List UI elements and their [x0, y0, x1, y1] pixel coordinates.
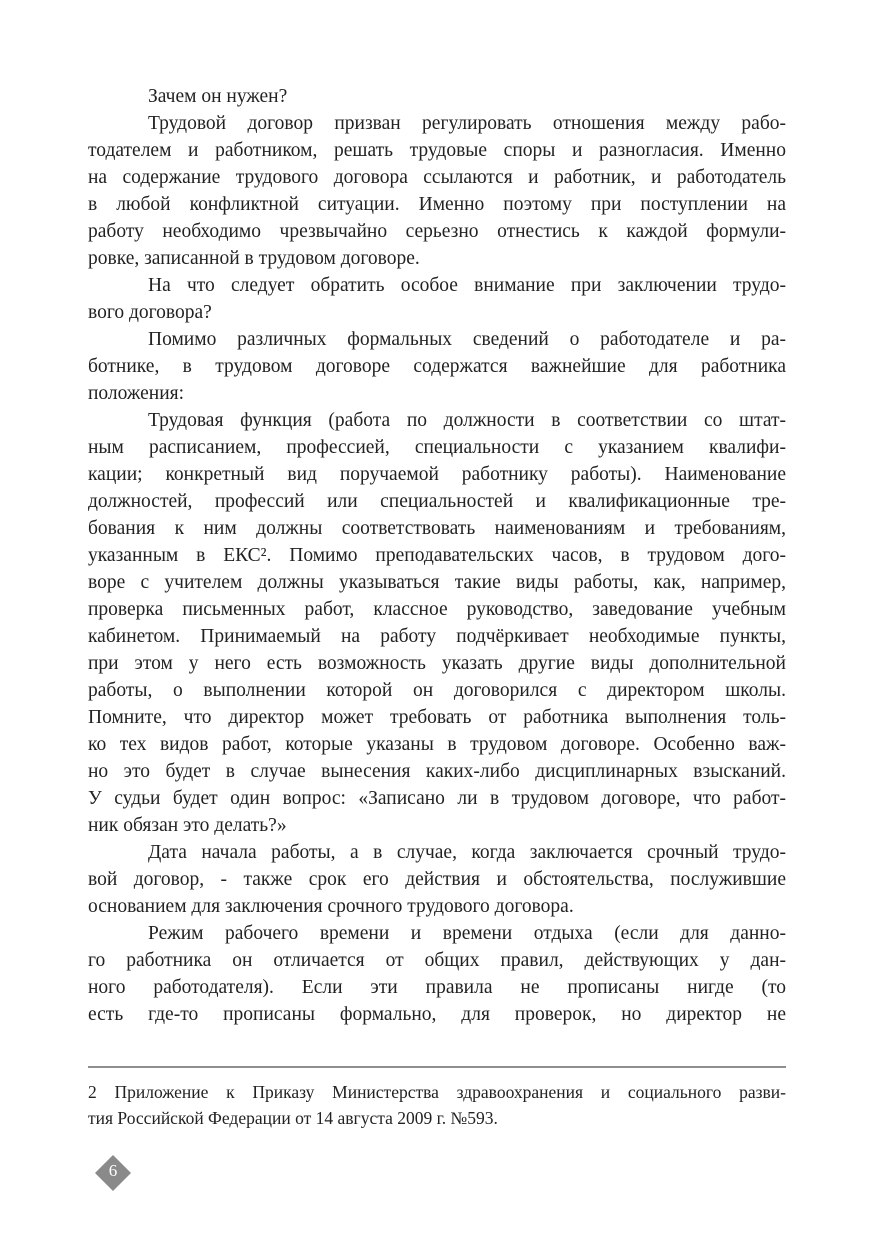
text-line: на содержание трудового договора ссылаются и работник, и работодатель: [88, 167, 786, 188]
text-line: ботнике, в трудовом договоре содержатся важнейшие для работника: [88, 356, 786, 377]
text-line: Трудовая функция (работа по должности в соответствии со штат-: [148, 410, 786, 431]
text-line: Трудовой договор призван регулировать отношения между рабо-: [148, 113, 786, 134]
footnote: [88, 1079, 786, 1131]
text-line: кации; конкретный вид поручаемой работнику работы). Наименование: [88, 464, 786, 485]
text-line: при этом у него есть возможность указать другие виды дополнительной: [88, 653, 786, 674]
text-line: вой договор, - также срок его действия и обстоятельства, послужившие: [88, 869, 786, 890]
footnote-line: 2 Приложение к Приказу Министерства здравоохранения и социального разви-: [88, 1082, 786, 1102]
text-line: работы, о выполнении которой он договорился с директором школы.: [88, 680, 786, 701]
text-line: должностей, профессий или специальностей и квалификационные тре-: [88, 491, 786, 512]
text-line: Помимо различных формальных сведений о работодателе и ра-: [148, 329, 786, 350]
text-line: бования к ним должны соответствовать наименованиям и требованиям,: [88, 518, 786, 539]
text-line: в любой конфликтной ситуации. Именно поэтому при поступлении на: [88, 194, 786, 215]
text-line: работу необходимо чрезвычайно серьезно отнестись к каждой формули-: [88, 221, 786, 242]
body-text: [88, 83, 786, 1028]
text-line: тодателем и работником, решать трудовые споры и разногласия. Именно: [88, 140, 786, 161]
text-line: Дата начала работы, а в случае, когда заключается срочный трудо-: [148, 842, 786, 863]
text-line: вого договора?: [88, 302, 212, 323]
text-line: Помните, что директор может требовать от работника выполнения толь-: [88, 707, 786, 728]
text-line: ник обязан это делать?»: [88, 815, 287, 836]
text-line: ного работодателя). Если эти правила не прописаны нигде (то: [88, 977, 786, 998]
text-line: У судьи будет один вопрос: «Записано ли в трудовом договоре, что работ-: [88, 788, 786, 809]
text-line: ным расписанием, профессией, специальности с указанием квалифи-: [88, 437, 786, 458]
text-line: но это будет в случае вынесения каких-либо дисциплинарных взысканий.: [88, 761, 786, 782]
footnote-divider: [88, 1066, 786, 1068]
text-line: ко тех видов работ, которые указаны в трудовом договоре. Особенно важ-: [88, 734, 786, 755]
text-line: воре с учителем должны указываться такие виды работы, как, например,: [88, 572, 786, 593]
text-line: На что следует обратить особое внимание при заключении трудо-: [148, 275, 786, 296]
text-line: есть где-то прописаны формально, для проверок, но директор не: [88, 1004, 786, 1025]
text-line: ровке, записанной в трудовом договоре.: [88, 248, 420, 269]
text-line: кабинетом. Принимаемый на работу подчёркивает необходимые пункты,: [88, 626, 786, 647]
page-number-badge: [95, 1155, 131, 1191]
footnote-line: тия Российской Федерации от 14 августа 2009 г. №593.: [88, 1108, 498, 1128]
text-line: го работника он отличается от общих правил, действующих у дан-: [88, 950, 786, 971]
text-line: Режим рабочего времени и времени отдыха (если для данно-: [148, 923, 786, 944]
text-line: указанным в ЕКС². Помимо преподавательских часов, в трудовом дого-: [88, 545, 786, 566]
text-line: основанием для заключения срочного трудового договора.: [88, 896, 574, 917]
text-line: проверка письменных работ, классное руководство, заведование учебным: [88, 599, 786, 620]
text-line: положения:: [88, 383, 185, 404]
page-number: 6: [108, 1161, 118, 1180]
text-line: Зачем он нужен?: [148, 86, 288, 107]
